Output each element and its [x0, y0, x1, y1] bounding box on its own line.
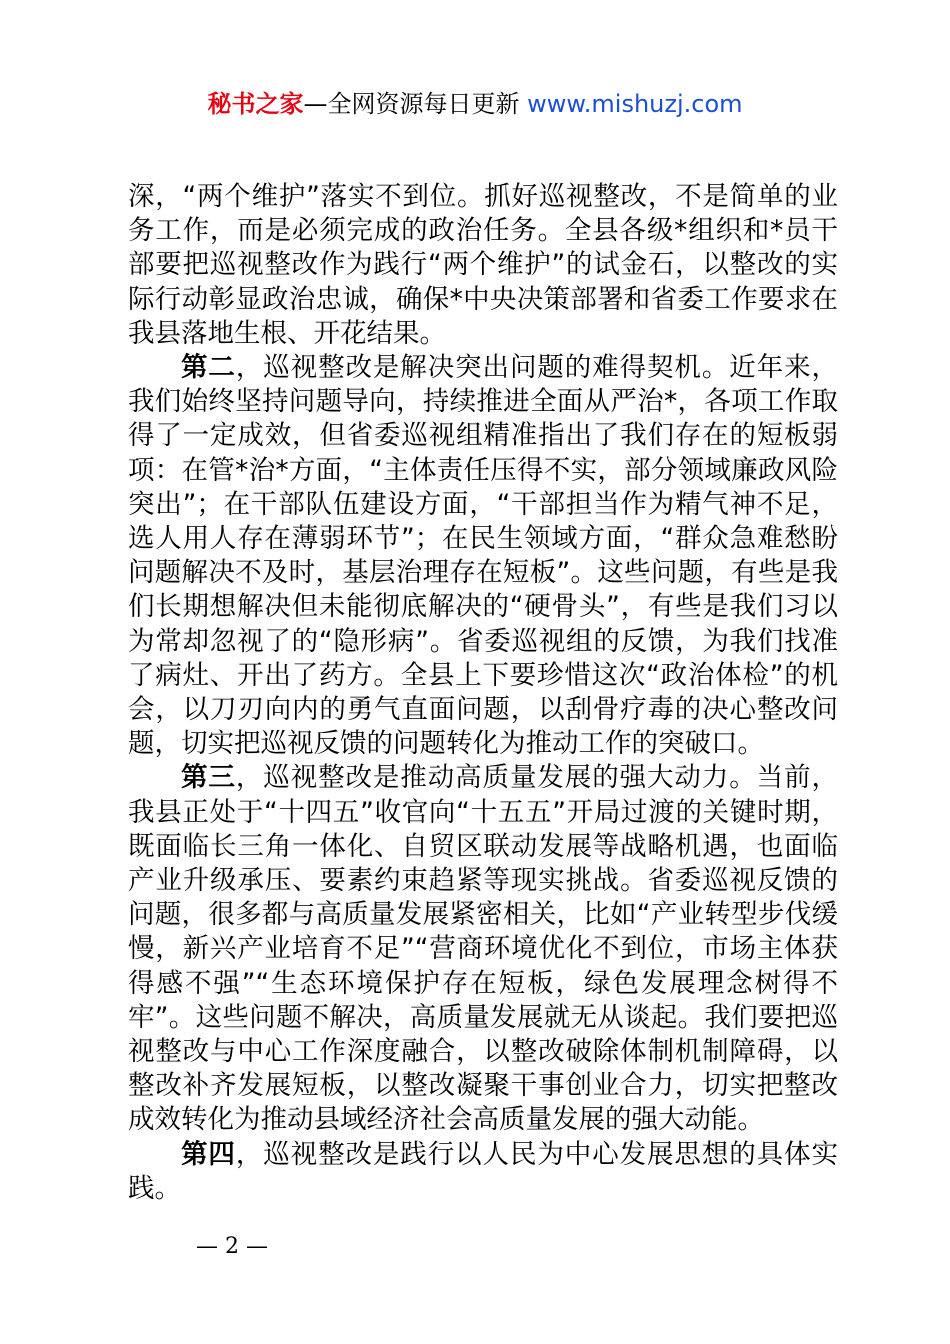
paragraph-fourth	[128, 1138, 838, 1206]
site-brand: 秘书之家	[207, 90, 304, 118]
paragraph-lead: 第三	[181, 762, 236, 794]
paragraph-third	[128, 761, 838, 1137]
paragraph-lead: 第四	[181, 1138, 236, 1170]
paragraph-text: 深，“两个维护”落实不到位。抓好巡视整改，不是简单的业务工作，而是必须完成的政治任务。全县各级*组织和*员干部要把巡视整改作为践行“两个维护”的试金石，以整改的实际行动彰显政治忠诚，确保*中央决策部署和省委工作要求在我县落地生根、开花结果。	[128, 181, 838, 349]
paragraph-text: ，巡视整改是解决突出问题的难得契机。近年来，我们始终坚持问题导向，持续推进全面从严治*，各项工作取得了一定成效，但省委巡视组精准指出了我们存在的短板弱项：在管*治*方面，“主体责任压得不实，部分领域廉政风险突出”；在干部队伍建设方面，“干部担当作为精气神不足，选人用人存在薄弱环节”；在民生领域方面，“群众急难愁盼问题解决不及时，基层治理存在短板”。这些问题，有些是我们长期想解决但未能彻底解决的“硬骨头”，有些是我们习以为常却忽视了的“隐形病”。省委巡视组的反馈，为我们找准了病灶、开出了药方。全县上下要珍惜这次“政治体检”的机会，以刀刃向内的勇气直面问题，以刮骨疗毒的决心整改问题，切实把巡视反馈的问题转化为推动工作的突破口。	[128, 352, 839, 760]
paragraph-lead: 第二	[181, 352, 236, 384]
paragraph-text: ，巡视整改是践行以人民为中心发展思想的具体实践。	[128, 1138, 839, 1204]
paragraph-continuation	[128, 180, 838, 351]
site-header	[0, 86, 950, 122]
document-body	[128, 180, 838, 1206]
site-tagline: —全网资源每日更新	[303, 90, 520, 118]
site-url-link[interactable]: www.mishuzj.com	[527, 90, 743, 118]
paragraph-text: ，巡视整改是推动高质量发展的强大动力。当前，我县正处于“十四五”收官向“十五五”开局过渡的关键时期，既面临长三角一体化、自贸区联动发展等战略机遇，也面临产业升级承压、要素约束趋紧等现实挑战。省委巡视反馈的问题，很多都与高质量发展紧密相关，比如“产业转型步伐缓慢，新兴产业培育不足”“营商环境优化不到位，市场主体获得感不强”“生态环境保护存在短板，绿色发展理念树得不牢”。这些问题不解决，高质量发展就无从谈起。我们要把巡视整改与中心工作深度融合，以整改破除体制机制障碍，以整改补齐发展短板，以整改凝聚干事创业合力，切实把整改成效转化为推动县域经济社会高质量发展的强大动能。	[128, 762, 839, 1136]
page-number: — 2 —	[196, 1234, 268, 1259]
paragraph-second	[128, 351, 838, 761]
